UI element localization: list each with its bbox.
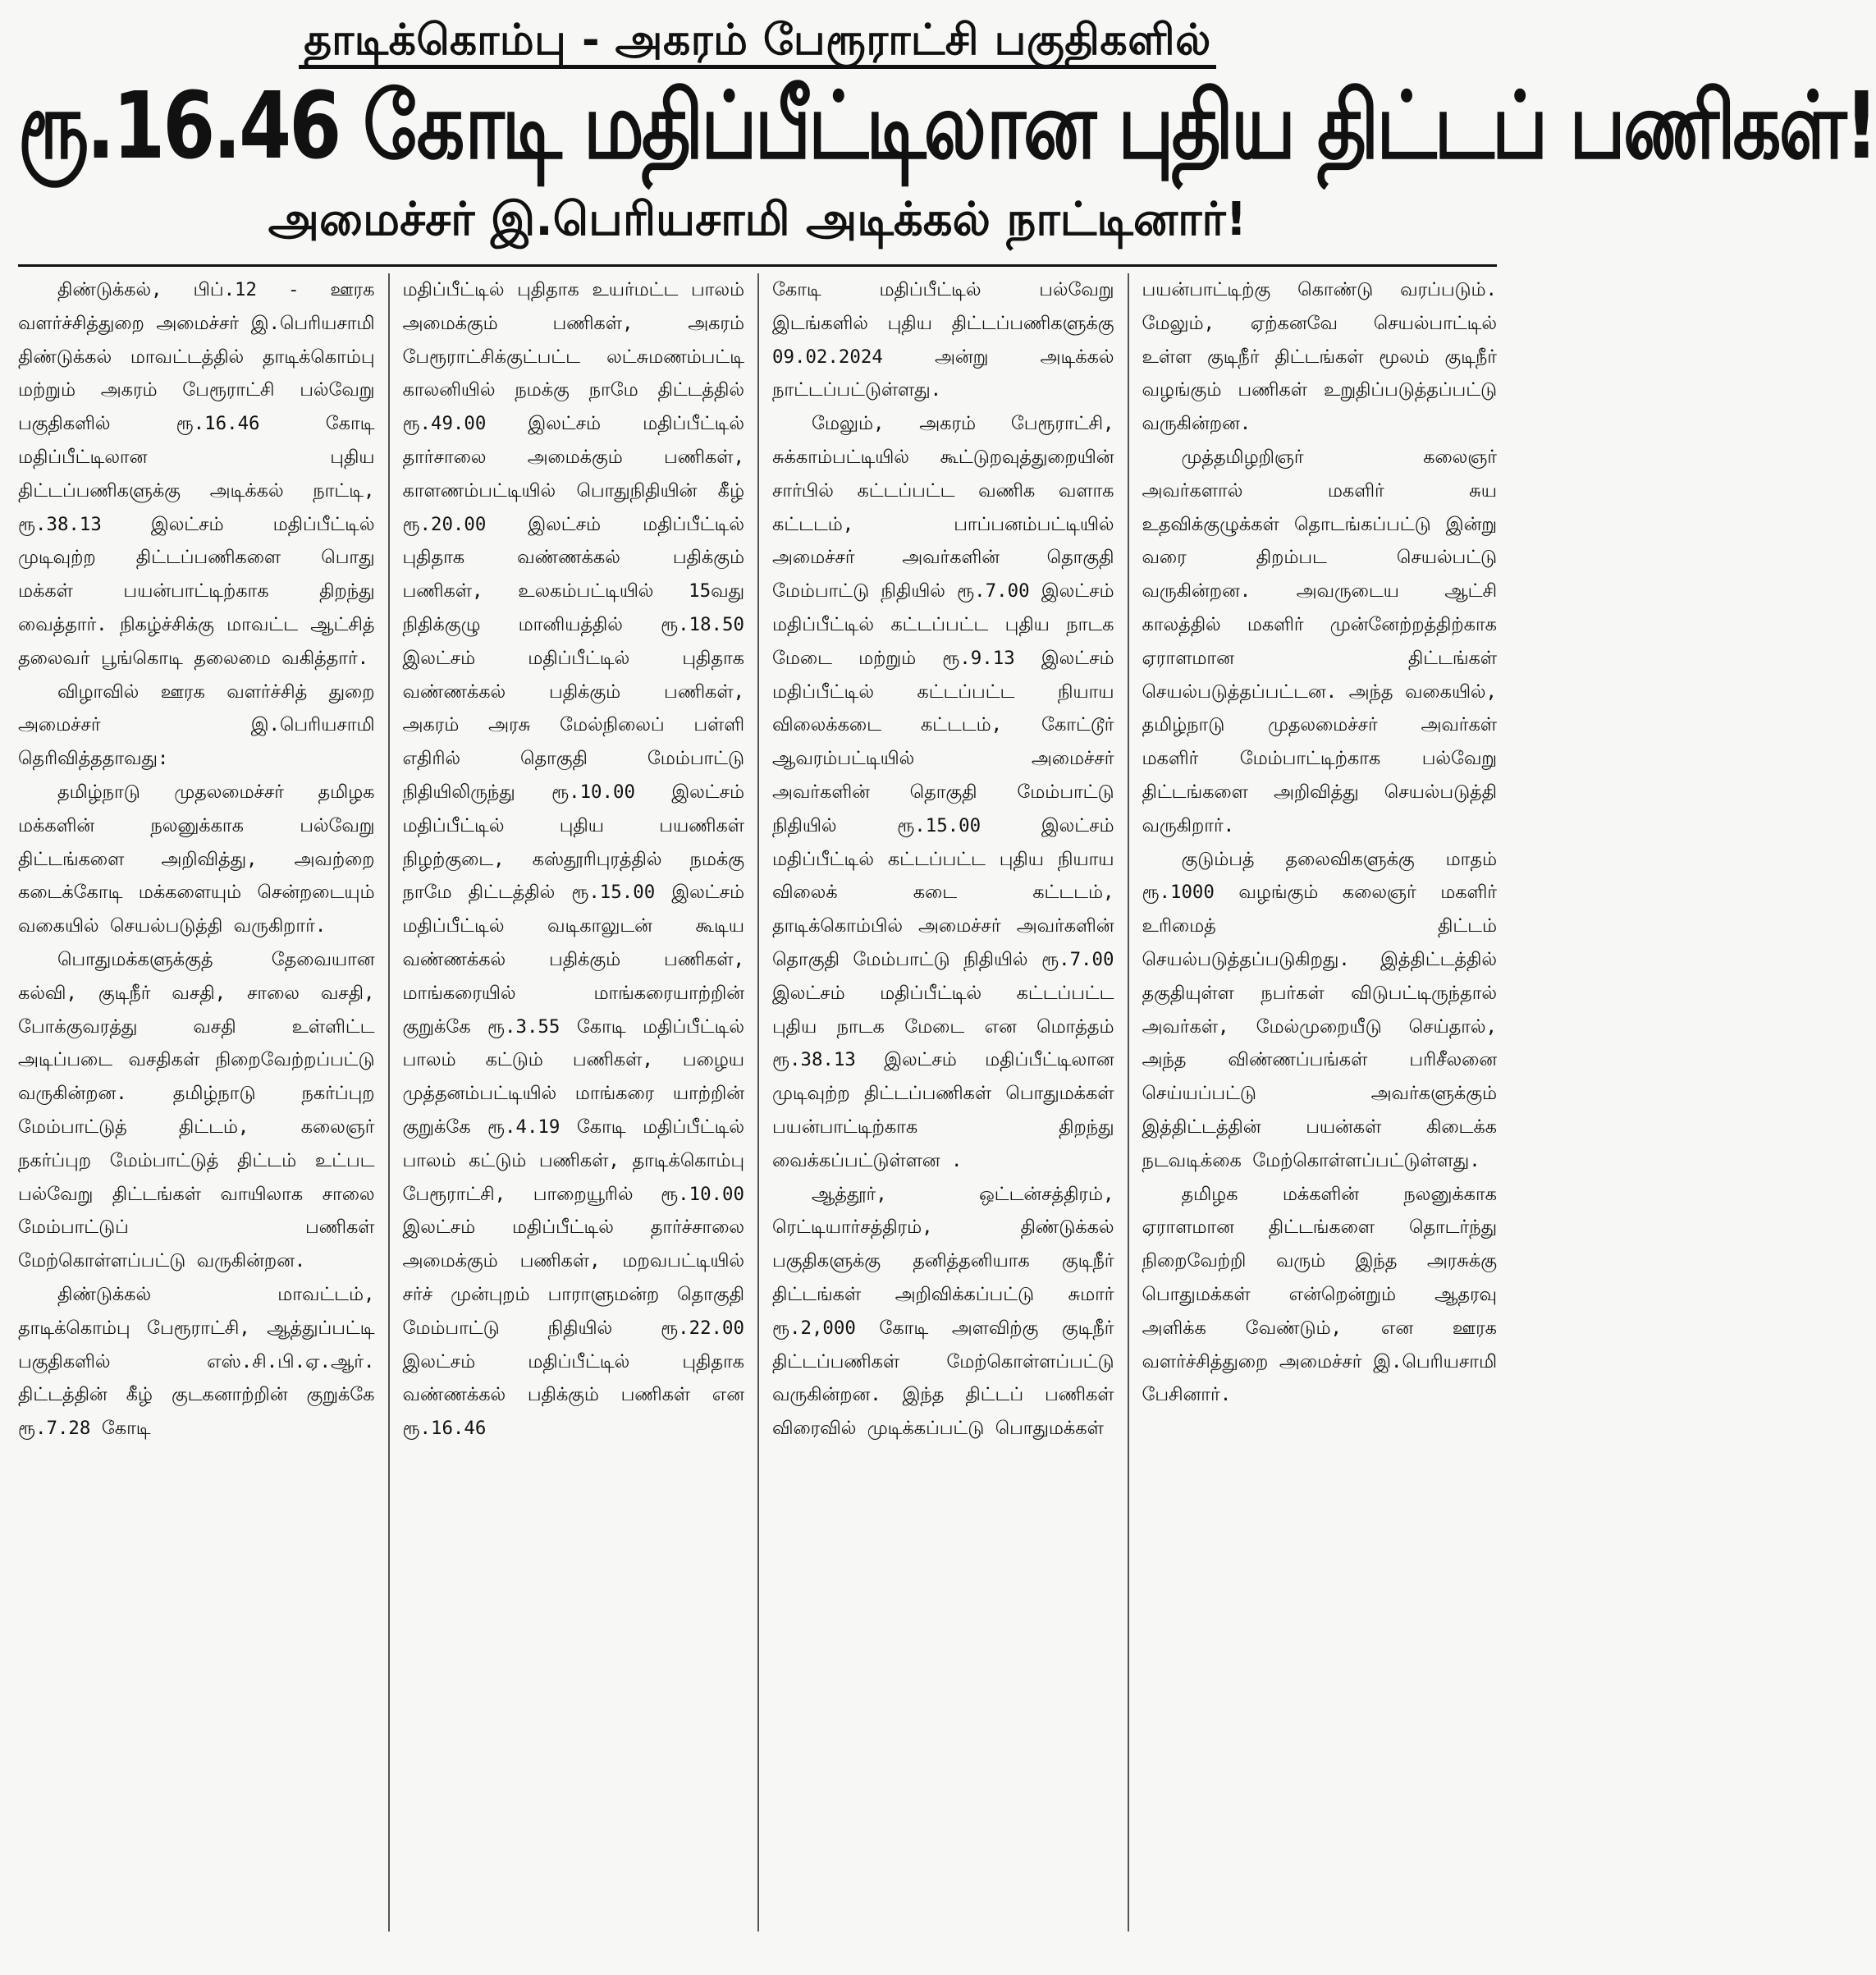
divider (18, 264, 1497, 267)
paragraph: கோடி மதிப்பீட்டில் பல்வேறு இடங்களில் புதிய திட்டப்பணிகளுக்கு 09.02.2024 அன்று அடிக்கல் நாட்டப்பட்டுள்ளது. (772, 279, 1114, 401)
paragraph: திண்டுக்கல், பிப்.12 - ஊரக வளர்ச்சித்துறை அமைச்சர் இ.பெரியசாமி திண்டுக்கல் மாவட்டத்தில் தாடிக்கொம்பு மற்றும் அகரம் பேரூராட்சி பல்வேறு பகுதிகளில் ரூ.16.46 கோடி மதிப்பீட்டிலான புதிய திட்டப்பணிகளுக்கு அடிக்கல் நாட்டி, ரூ.38.13 இலட்சம் மதிப்பீட்டில் முடிவுற்ற திட்டப்பணிகளை பொது மக்கள் பயன்பாட்டிற்காக திறந்து வைத்தார். நிகழ்ச்சிக்கு மாவட்ட ஆட்சித் தலைவர் பூங்கொடி தலைமை வகித்தார். (18, 279, 375, 669)
paragraph: மதிப்பீட்டில் புதிதாக உயர்மட்ட பாலம் அமைக்கும் பணிகள், அகரம் பேரூராட்சிக்குட்பட்ட லட்சுமணம்பட்டி காலனியில் நமக்கு நாமே திட்டத்தில் ரூ.49.00 இலட்சம் மதிப்பீட்டில் தார்சாலை அமைக்கும் பணிகள், காளணம்பட்டியில் பொதுநிதியின் கீழ் ரூ.20.00 இலட்சம் மதிப்பீட்டில் புதிதாக வண்ணக்கல் பதிக்கும் பணிகள், உலகம்பட்டியில் 15வது நிதிக்குழு மானியத்தில் ரூ.18.50 இலட்சம் மதிப்பீட்டில் புதிதாக வண்ணக்கல் பதிக்கும் பணிகள், அகரம் அரசு மேல்நிலைப் பள்ளி எதிரில் தொகுதி மேம்பாட்டு நிதியிலிருந்து ரூ.10.00 இலட்சம் மதிப்பீட்டில் புதிய பயணிகள் நிழற்குடை, கஸ்தூரிபுரத்தில் நமக்கு நாமே திட்டத்தில் ரூ.15.00 இலட்சம் மதிப்பீட்டில் வடிகாலுடன் கூடிய வண்ணக்கல் பதிக்கும் பணிகள், மாங்கரையில் மாங்கரையாற்றின் குறுக்கே ரூ.3.55 கோடி மதிப்பீட்டில் பாலம் கட்டும் பணிகள், பழைய முத்தனம்பட்டியில் மாங்கரை யாற்றின் குறுக்கே ரூ.4.19 கோடி மதிப்பீட்டில் பாலம் கட்டும் பணிகள், தாடிக்கொம்பு பேரூராட்சி, பாறையூரில் ரூ.10.00 இலட்சம் மதிப்பீட்டில் தார்ச்சாலை அமைக்கும் பணிகள், மறவபட்டியில் சர்ச் முன்புறம் பாராளுமன்ற தொகுதி மேம்பாட்டு நிதியில் ரூ.22.00 இலட்சம் மதிப்பீட்டில் புதிதாக வண்ணக்கல் பதிக்கும் பணிகள் என ரூ.16.46 (402, 279, 744, 1440)
headline: ரூ.16.46 கோடி மதிப்பீட்டிலான புதிய திட்டப் பணிகள்! (18, 72, 1876, 180)
column-3 (757, 273, 1128, 1931)
paragraph: முத்தமிழறிஞர் கலைஞர் அவர்களால் மகளிர் சுய உதவிக்குழுக்கள் தொடங்கப்பட்டு இன்று வரை திறம்பட செயல்பட்டு வருகின்றன. அவருடைய ஆட்சி காலத்தில் மகளிர் முன்னேற்றத்திற்காக ஏராளமான திட்டங்கள் செயல்படுத்தப்பட்டன. அந்த வகையில், தமிழ்நாடு முதலமைச்சர் அவர்கள் மகளிர் மேம்பாட்டிற்காக பல்வேறு திட்டங்களை அறிவித்து செயல்படுத்தி வருகிறார். (1142, 446, 1497, 836)
paragraph: ஆத்தூர், ஒட்டன்சத்திரம், ரெட்டியார்சத்திரம், திண்டுக்கல் பகுதிகளுக்கு தனித்தனியாக குடிநீர் திட்டங்கள் அறிவிக்கப்பட்டு சுமார் ரூ.2,000 கோடி அளவிற்கு குடிநீர் திட்டப்பணிகள் மேற்கொள்ளப்பட்டு வருகின்றன. இந்த திட்டப் பணிகள் விரைவில் முடிக்கப்பட்டு பொதுமக்கள் (772, 1183, 1114, 1440)
paragraph: குடும்பத் தலைவிகளுக்கு மாதம் ரூ.1000 வழங்கும் கலைஞர் மகளிர் உரிமைத் திட்டம் செயல்படுத்தப்படுகிறது. இத்திட்டத்தில் தகுதியுள்ள நபர்கள் விடுபட்டிருந்தால் அவர்கள், மேல்முறையீடு செய்தால், அந்த விண்ணப்பங்கள் பரிசீலனை செய்யப்பட்டு அவர்களுக்கும் இத்திட்டத்தின் பயன்கள் கிடைக்க நடவடிக்கை மேற்கொள்ளப்பட்டுள்ளது. (1142, 848, 1497, 1171)
paragraph: பொதுமக்களுக்குத் தேவையான கல்வி, குடிநீர் வசதி, சாலை வசதி, போக்குவரத்து வசதி உள்ளிட்ட அடிப்படை வசதிகள் நிறைவேற்றப்பட்டு வருகின்றன. தமிழ்நாடு நகர்ப்புற மேம்பாட்டுத் திட்டம், கலைஞர் நகர்ப்புற மேம்பாட்டுத் திட்டம் உட்பட பல்வேறு திட்டங்கள் வாயிலாக சாலை மேம்பாட்டுப் பணிகள் மேற்கொள்ளப்பட்டு வருகின்றன. (18, 948, 375, 1272)
paragraph: பயன்பாட்டிற்கு கொண்டு வரப்படும். மேலும், ஏற்கனவே செயல்பாட்டில் உள்ள குடிநீர் திட்டங்கள் மூலம் குடிநீர் வழங்கும் பணிகள் உறுதிப்படுத்தப்பட்டு வருகின்றன. (1142, 279, 1497, 435)
paragraph: விழாவில் ஊரக வளர்ச்சித் துறை அமைச்சர் இ.பெரியசாமி தெரிவித்ததாவது: (18, 680, 375, 770)
paragraph: திண்டுக்கல் மாவட்டம், தாடிக்கொம்பு பேரூராட்சி, ஆத்துப்பட்டி பகுதிகளில் எஸ்.சி.பி.ஏ.ஆர். திட்டத்தின் கீழ் குடகனாற்றின் குறுக்கே ரூ.7.28 கோடி (18, 1283, 375, 1440)
paragraph: தமிழக மக்களின் நலனுக்காக ஏராளமான திட்டங்களை தொடர்ந்து நிறைவேற்றி வரும் இந்த அரசுக்கு பொதுமக்கள் என்றென்றும் ஆதரவு அளிக்க வேண்டும், என ஊரக வளர்ச்சித்துறை அமைச்சர் இ.பெரியசாமி பேசினார். (1142, 1183, 1497, 1406)
column-2 (388, 273, 758, 1931)
article-body (18, 273, 1497, 1931)
column-4 (1128, 273, 1498, 1931)
paragraph: மேலும், அகரம் பேரூராட்சி, சுக்காம்பட்டியில் கூட்டுறவுத்துறையின் சார்பில் கட்டப்பட்ட வணிக வளாக கட்டடம், பாப்பனம்பட்டியில் அமைச்சர் அவர்களின் தொகுதி மேம்பாட்டு நிதியில் ரூ.7.00 இலட்சம் மதிப்பீட்டில் கட்டப்பட்ட புதிய நாடக மேடை மற்றும் ரூ.9.13 இலட்சம் மதிப்பீட்டில் கட்டப்பட்ட நியாய விலைக்கடை கட்டடம், கோட்டூர் ஆவரம்பட்டியில் அமைச்சர் அவர்களின் தொகுதி மேம்பாட்டு நிதியில் ரூ.15.00 இலட்சம் மதிப்பீட்டில் கட்டப்பட்ட புதிய நியாய விலைக் கடை கட்டடம், தாடிக்கொம்பில் அமைச்சர் அவர்களின் தொகுதி மேம்பாட்டு நிதியில் ரூ.7.00 இலட்சம் மதிப்பீட்டில் கட்டப்பட்ட புதிய நாடக மேடை என மொத்தம் ரூ.38.13 இலட்சம் மதிப்பீட்டிலான முடிவுற்ற திட்டப்பணிகள் பொதுமக்கள் பயன்பாட்டிற்காக திறந்து வைக்கப்பட்டுள்ளன . (772, 413, 1114, 1171)
column-1 (18, 273, 388, 1931)
subheadline: அமைச்சர் இ.பெரியசாமி அடிக்கல் நாட்டினார்! (268, 193, 1247, 246)
kicker (18, 11, 1497, 69)
kicker-text: தாடிக்கொம்பு - அகரம் பேரூராட்சி பகுதிகளில் (299, 16, 1216, 69)
paragraph: தமிழ்நாடு முதலமைச்சர் தமிழக மக்களின் நலனுக்காக பல்வேறு திட்டங்களை அறிவித்து, அவற்றை கடைக்கோடி மக்களையும் சென்றடையும் வகையில் செயல்படுத்தி வருகிறார். (18, 781, 375, 937)
